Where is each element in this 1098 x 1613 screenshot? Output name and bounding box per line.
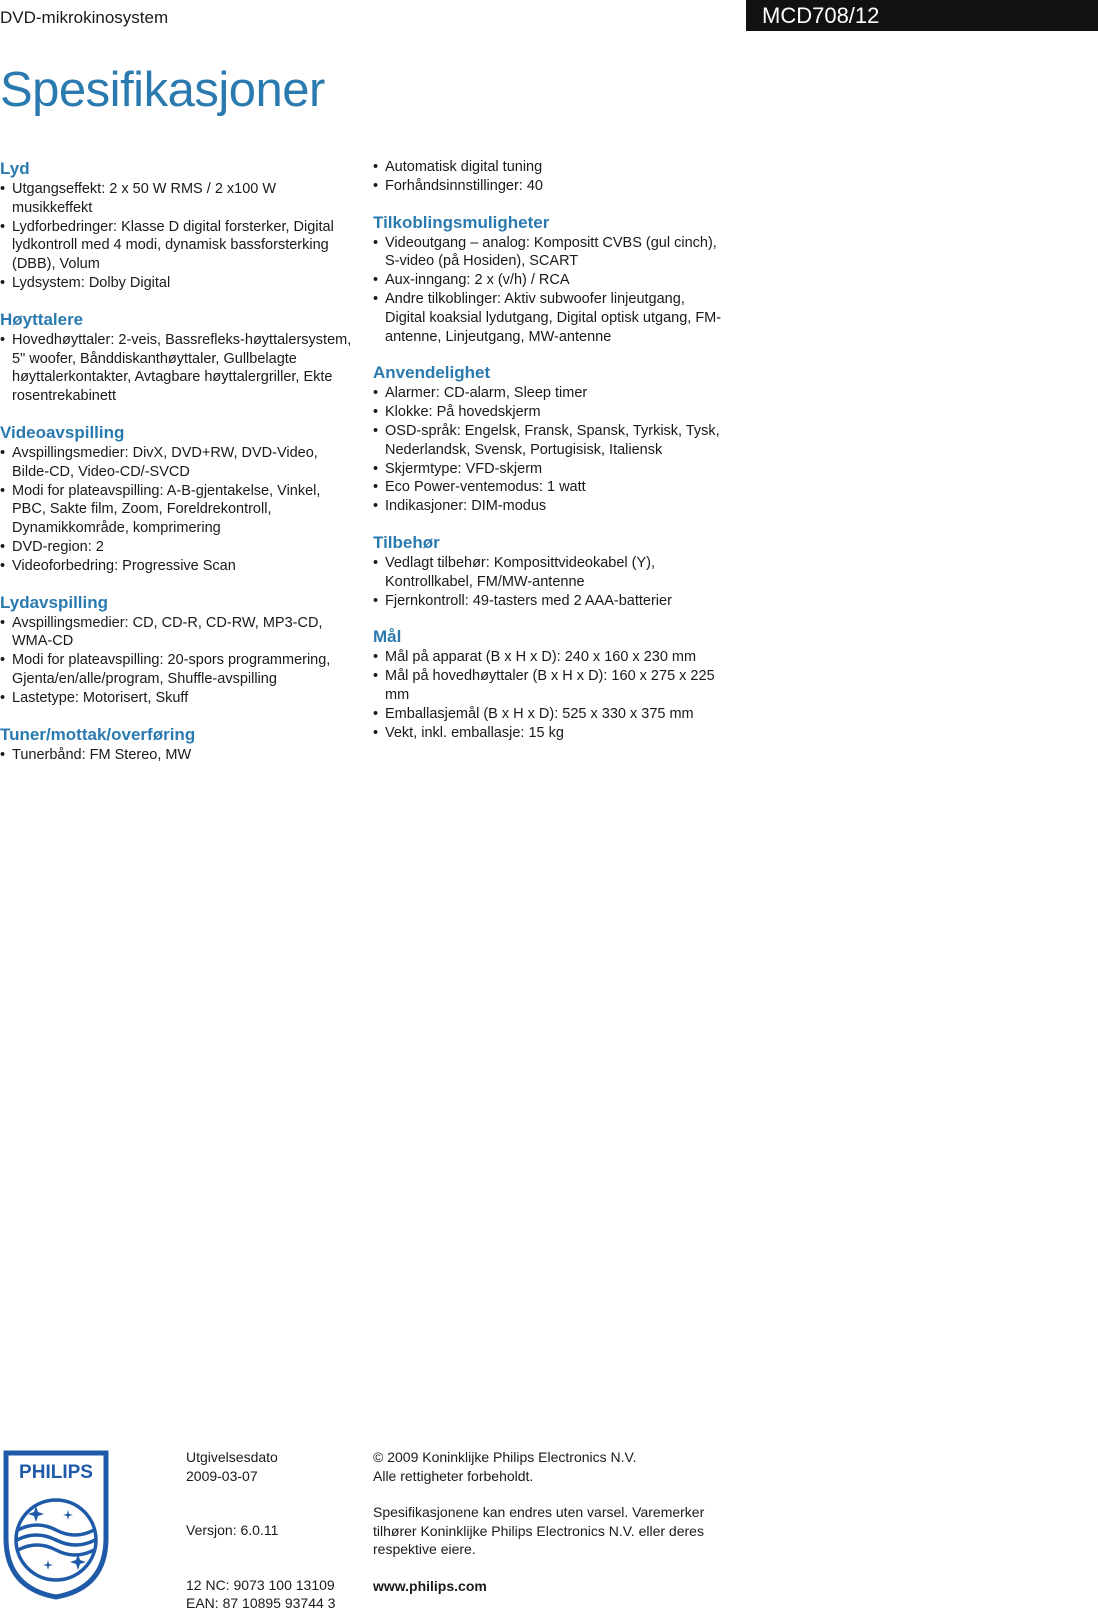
spec-section — [0, 422, 356, 576]
ean-number: EAN: 87 10895 93744 3 — [186, 1595, 336, 1611]
disclaimer-text: Spesifikasjonene kan endres uten varsel. Varemerker tilhører Koninklijke Philips Electronics N.V. eller deres respektive eiere. — [373, 1504, 705, 1557]
spec-item: • Skjermtype: VFD-skjerm — [373, 460, 729, 479]
section-heading: Tilkoblingsmuligheter — [373, 212, 550, 232]
legal-info — [373, 1448, 733, 1595]
spec-item: • Indikasjoner: DIM-modus — [373, 497, 729, 516]
spec-item: • Vedlagt tilbehør: Komposittvideokabel (Y), Kontrollkabel, FM/MW-antenne — [373, 554, 729, 592]
spec-item: • Avspillingsmedier: CD, CD-R, CD-RW, MP3-CD, WMA-CD — [0, 614, 356, 652]
spec-item: • Modi for plateavspilling: A-B-gjentakelse, Vinkel, PBC, Sakte film, Zoom, Foreldrekontroll, Dynamikkområde, komprimering — [0, 482, 356, 538]
spec-list — [373, 384, 729, 516]
section-heading: Tilbehør — [373, 532, 440, 552]
spec-list — [373, 648, 729, 742]
spec-item: • OSD-språk: Engelsk, Fransk, Spansk, Tyrkisk, Tysk, Nederlandsk, Svensk, Portugisisk, Italiensk — [373, 422, 729, 460]
spec-item: • Forhåndsinnstillinger: 40 — [373, 177, 729, 196]
spec-item: • Lydsystem: Dolby Digital — [0, 274, 356, 293]
spec-section — [373, 532, 729, 610]
spec-list — [0, 331, 356, 406]
spec-section — [373, 626, 729, 742]
spec-list — [373, 554, 729, 610]
spec-item: • Videoutgang – analog: Kompositt CVBS (gul cinch), S-video (på Hosiden), SCART — [373, 234, 729, 272]
spec-section — [0, 724, 356, 765]
spec-item: • Vekt, inkl. emballasje: 15 kg — [373, 724, 729, 743]
spec-section — [373, 158, 729, 196]
release-date: 2009-03-07 — [186, 1467, 258, 1484]
spec-item: • Utgangseffekt: 2 x 50 W RMS / 2 x100 W musikkeffekt — [0, 180, 356, 218]
spec-section — [373, 212, 729, 347]
spec-item: • Lydforbedringer: Klasse D digital forsterker, Digital lydkontroll med 4 modi, dynamisk bassforsterking (DBB), Volum — [0, 218, 356, 274]
page-title: Spesifikasjoner — [0, 63, 325, 117]
spec-list — [0, 180, 356, 293]
spec-item: • Lastetype: Motorisert, Skuff — [0, 689, 356, 708]
spec-item: • Modi for plateavspilling: 20-spors programmering, Gjenta/en/alle/program, Shuffle-avspilling — [0, 651, 356, 689]
spec-item: • Mål på apparat (B x H x D): 240 x 160 x 230 mm — [373, 648, 729, 667]
model-badge: MCD708/12 — [746, 0, 1098, 31]
spec-list — [0, 444, 356, 576]
spec-item: • Avspillingsmedier: DivX, DVD+RW, DVD-Video, Bilde-CD, Video-CD/-SVCD — [0, 444, 356, 482]
spec-column-right — [373, 158, 729, 758]
copyright-text: © 2009 Koninklijke Philips Electronics N.V. — [373, 1449, 637, 1465]
section-heading: Lyd — [0, 159, 30, 178]
section-heading: Anvendelighet — [373, 363, 491, 383]
spec-item: • Alarmer: CD-alarm, Sleep timer — [373, 384, 729, 403]
spec-item: • Tunerbånd: FM Stereo, MW — [0, 746, 356, 765]
spec-item: • DVD-region: 2 — [0, 538, 356, 557]
spec-item: • Fjernkontroll: 49-tasters med 2 AAA-batterier — [373, 592, 729, 611]
spec-section — [0, 158, 356, 293]
spec-item: • Eco Power-ventemodus: 1 watt — [373, 478, 729, 497]
release-label: Utgivelsesdato — [186, 1449, 278, 1465]
spec-section — [0, 309, 356, 406]
spec-list — [0, 746, 356, 765]
philips-shield-logo — [0, 1450, 112, 1600]
spec-item: • Mål på hovedhøyttaler (B x H x D): 160 x 275 x 225 mm — [373, 667, 729, 705]
spec-column-left — [0, 158, 356, 780]
section-heading: Høyttalere — [0, 309, 84, 329]
spec-item: • Andre tilkoblinger: Aktiv subwoofer linjeutgang, Digital koaksial lydutgang, Digital optisk utgang, FM-antenne, Linjeutgang, MW-antenne — [373, 290, 729, 346]
spec-item: • Automatisk digital tuning — [373, 158, 729, 177]
philips-logo-text: PHILIPS — [19, 1462, 93, 1483]
section-heading: Mål — [373, 627, 402, 647]
spec-section — [0, 592, 356, 708]
nc-number: 12 NC: 9073 100 13109 — [186, 1576, 335, 1593]
section-heading: Lydavspilling — [0, 592, 109, 612]
website-link[interactable]: www.philips.com — [373, 1577, 487, 1594]
spec-list — [373, 158, 729, 196]
spec-item: • Videoforbedring: Progressive Scan — [0, 557, 356, 576]
spec-item: • Hovedhøyttaler: 2-veis, Bassrefleks-høyttalersystem, 5" woofer, Bånddiskanthøyttaler, Gullbelagte høyttalerkontakter, Avtagbare høyttalergriller, Ekte rosentrekabinett — [0, 331, 356, 406]
rights-text: Alle rettigheter forbeholdt. — [373, 1467, 534, 1484]
spec-item: • Klokke: På hovedskjerm — [373, 403, 729, 422]
section-heading: Videoavspilling — [0, 422, 125, 442]
spec-item: • Aux-inngang: 2 x (v/h) / RCA — [373, 271, 729, 290]
spec-section — [373, 362, 729, 516]
spec-list — [373, 234, 729, 347]
section-heading: Tuner/mottak/overføring — [0, 724, 196, 744]
version-label: Versjon: 6.0.11 — [186, 1522, 279, 1538]
spec-list — [0, 614, 356, 708]
spec-item: • Emballasjemål (B x H x D): 525 x 330 x 375 mm — [373, 705, 729, 724]
doc-type-label: DVD-mikrokinosystem — [0, 8, 169, 27]
release-info — [186, 1448, 335, 1613]
